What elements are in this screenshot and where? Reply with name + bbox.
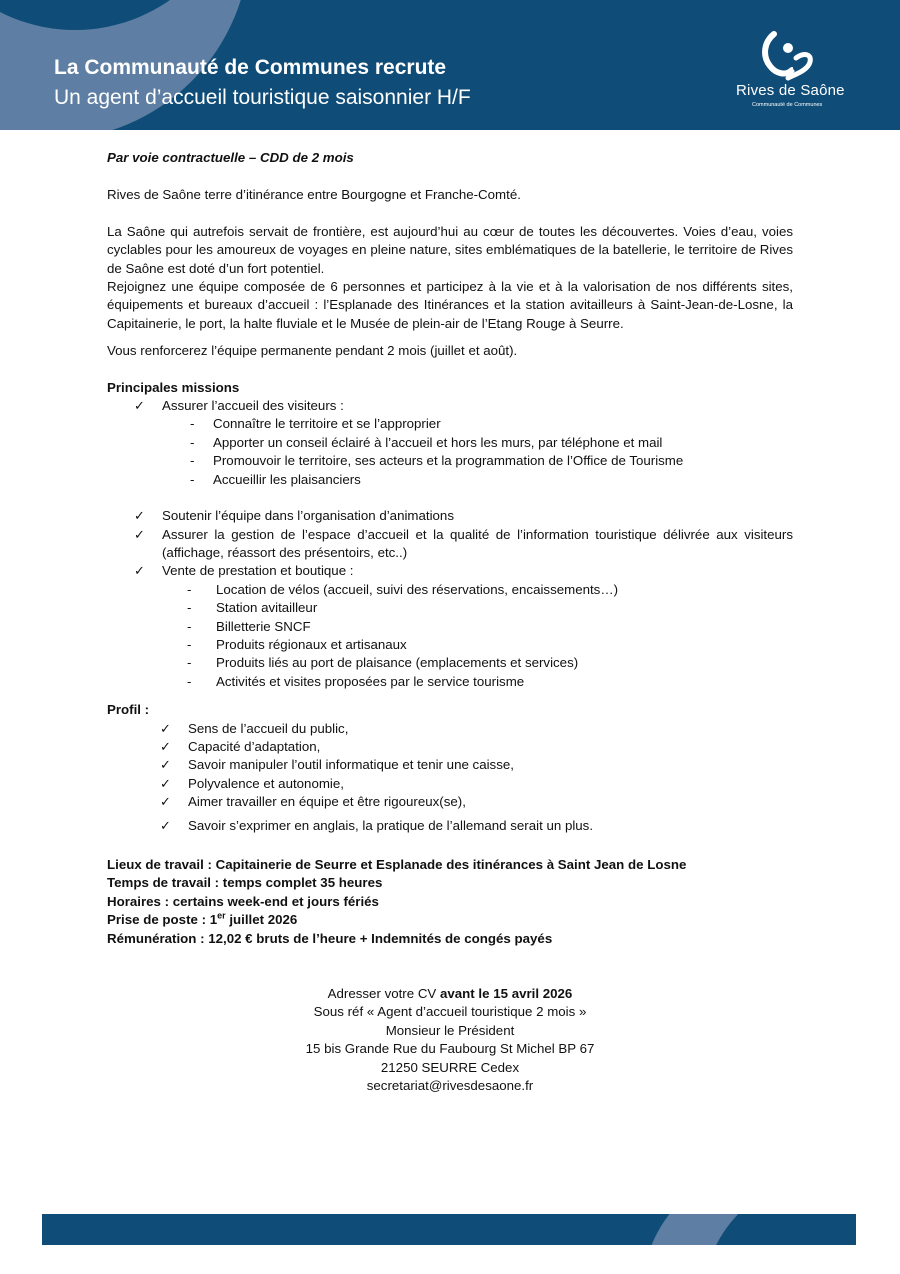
job-offer-body <box>107 149 793 1095</box>
footer-band <box>42 1214 856 1245</box>
missions-heading: Principales missions <box>107 379 240 395</box>
list-item: - Promouvoir le territoire, ses acteurs et la programmation de l’Office de Tourisme <box>190 452 793 470</box>
intro-paragraph-2: La Saône qui autrefois servait de frontière, est aujourd’hui au cœur de toutes les découvertes. Voies d’eau, voies cyclables pour les amoureux de voyages en pleine nature, sites emblématiques de la batellerie, le territoire de Rives de Saône est doté d’un fort potentiel. <box>107 223 793 276</box>
recipient: Monsieur le Président <box>385 1022 515 1038</box>
mission-item <box>134 397 793 415</box>
contract-type: Par voie contractuelle – CDD de 2 mois <box>107 150 354 165</box>
header-banner <box>0 0 900 130</box>
page-title: La Communauté de Communes recrute <box>54 56 447 79</box>
mission-item <box>134 562 793 580</box>
list-item: ✓ Sens de l’accueil du public, <box>160 720 793 738</box>
dash-icon: - <box>187 636 192 652</box>
salary: Rémunération : 12,02 € bruts de l’heure + Indemnités de congés payés <box>107 930 553 946</box>
conditions-block <box>107 856 793 948</box>
list-item: ✓ Savoir manipuler l’outil informatique et tenir une caisse, <box>160 756 793 774</box>
dash-icon: - <box>187 655 192 671</box>
mission-label: Vente de prestation et boutique : <box>162 563 354 579</box>
intro-paragraph-1: Rives de Saône terre d’itinérance entre Bourgogne et Franche-Comté. <box>107 187 521 203</box>
list-item: - Connaître le territoire et se l’approprier <box>190 415 793 433</box>
mission-label: Soutenir l’équipe dans l’organisation d’animations <box>162 508 454 524</box>
contact-block <box>107 985 793 1095</box>
logo-tagline: Communauté de Communes <box>752 102 823 108</box>
reference: Sous réf « Agent d’accueil touristique 2 mois » <box>313 1004 587 1020</box>
start-date: Prise de poste : 1er juillet 2026 <box>107 910 298 928</box>
check-icon: ✓ <box>134 398 145 414</box>
list-item: - Location de vélos (accueil, suivi des réservations, encaissements…) <box>187 581 793 599</box>
list-item: - Produits liés au port de plaisance (emplacements et services) <box>187 654 793 672</box>
list-item: ✓ Polyvalence et autonomie, <box>160 775 793 793</box>
mission-item <box>134 526 793 563</box>
work-location: Lieux de travail : Capitainerie de Seurre et Esplanade des itinérances à Saint Jean de Losne <box>107 857 687 872</box>
dash-icon: - <box>187 673 192 689</box>
check-icon: ✓ <box>160 817 171 833</box>
check-icon: ✓ <box>160 757 171 773</box>
check-icon: ✓ <box>160 775 171 791</box>
list-item: - Activités et visites proposées par le service tourisme <box>187 673 793 691</box>
check-icon: ✓ <box>160 794 171 810</box>
check-icon: ✓ <box>134 526 145 542</box>
mission-sublist <box>190 415 793 489</box>
dash-icon: - <box>187 581 192 597</box>
list-item: - Station avitailleur <box>187 599 793 617</box>
list-item: ✓ Aimer travailler en équipe et être rigoureux(se), <box>160 793 793 811</box>
dash-icon: - <box>190 416 195 432</box>
list-item: ✓ Savoir s’exprimer en anglais, la pratique de l’allemand serait un plus. <box>160 817 793 835</box>
apply-deadline: Adresser votre CV avant le 15 avril 2026 <box>327 986 573 1002</box>
mission-sublist <box>187 581 793 691</box>
page-subtitle: Un agent d’accueil touristique saisonnier H/F <box>54 86 471 109</box>
check-icon: ✓ <box>160 738 171 754</box>
logo-name: Rives de Saône <box>736 82 845 99</box>
check-icon: ✓ <box>134 563 145 579</box>
address-street: 15 bis Grande Rue du Faubourg St Michel BP 67 <box>305 1041 595 1057</box>
dash-icon: - <box>190 434 195 450</box>
mission-label: Assurer la gestion de l’espace d’accueil et la qualité de l’information touristique délivrée aux visiteurs (affichage, réassort des présentoirs, etc..) <box>162 526 793 560</box>
list-item: - Billetterie SNCF <box>187 618 793 636</box>
list-item: - Accueillir les plaisanciers <box>190 471 793 489</box>
list-item: - Produits régionaux et artisanaux <box>187 636 793 654</box>
dash-icon: - <box>190 453 195 469</box>
contact-email[interactable]: secretariat@rivesdesaone.fr <box>366 1078 534 1094</box>
mission-item <box>134 507 793 525</box>
dash-icon: - <box>187 600 192 616</box>
list-item: ✓ Capacité d’adaptation, <box>160 738 793 756</box>
address-city: 21250 SEURRE Cedex <box>380 1059 520 1075</box>
mission-label: Assurer l’accueil des visiteurs : <box>162 398 344 414</box>
check-icon: ✓ <box>134 508 145 524</box>
check-icon: ✓ <box>160 720 171 736</box>
dash-icon: - <box>190 471 195 487</box>
work-schedule: Horaires : certains week-end et jours fériés <box>107 893 379 909</box>
list-item: - Apporter un conseil éclairé à l’accueil et hors les murs, par téléphone et mail <box>190 434 793 452</box>
work-time: Temps de travail : temps complet 35 heures <box>107 875 383 891</box>
intro-paragraph-3: Rejoignez une équipe composée de 6 personnes et participez à la vie et à la valorisation de nos différents sites, équipements et bureaux d’accueil : l’Esplanade des Itinérances et la station avitailleurs à Saint-Jean-de-Losne, la Capitainerie, le port, la halte fluviale et le Musée de plein-air de l’Etang Rouge à Seurre. <box>107 279 793 331</box>
profil-heading: Profil : <box>107 702 150 718</box>
dash-icon: - <box>187 618 192 634</box>
intro-paragraph-4: Vous renforcerez l’équipe permanente pendant 2 mois (juillet et août). <box>107 343 518 359</box>
profil-list <box>160 720 793 835</box>
